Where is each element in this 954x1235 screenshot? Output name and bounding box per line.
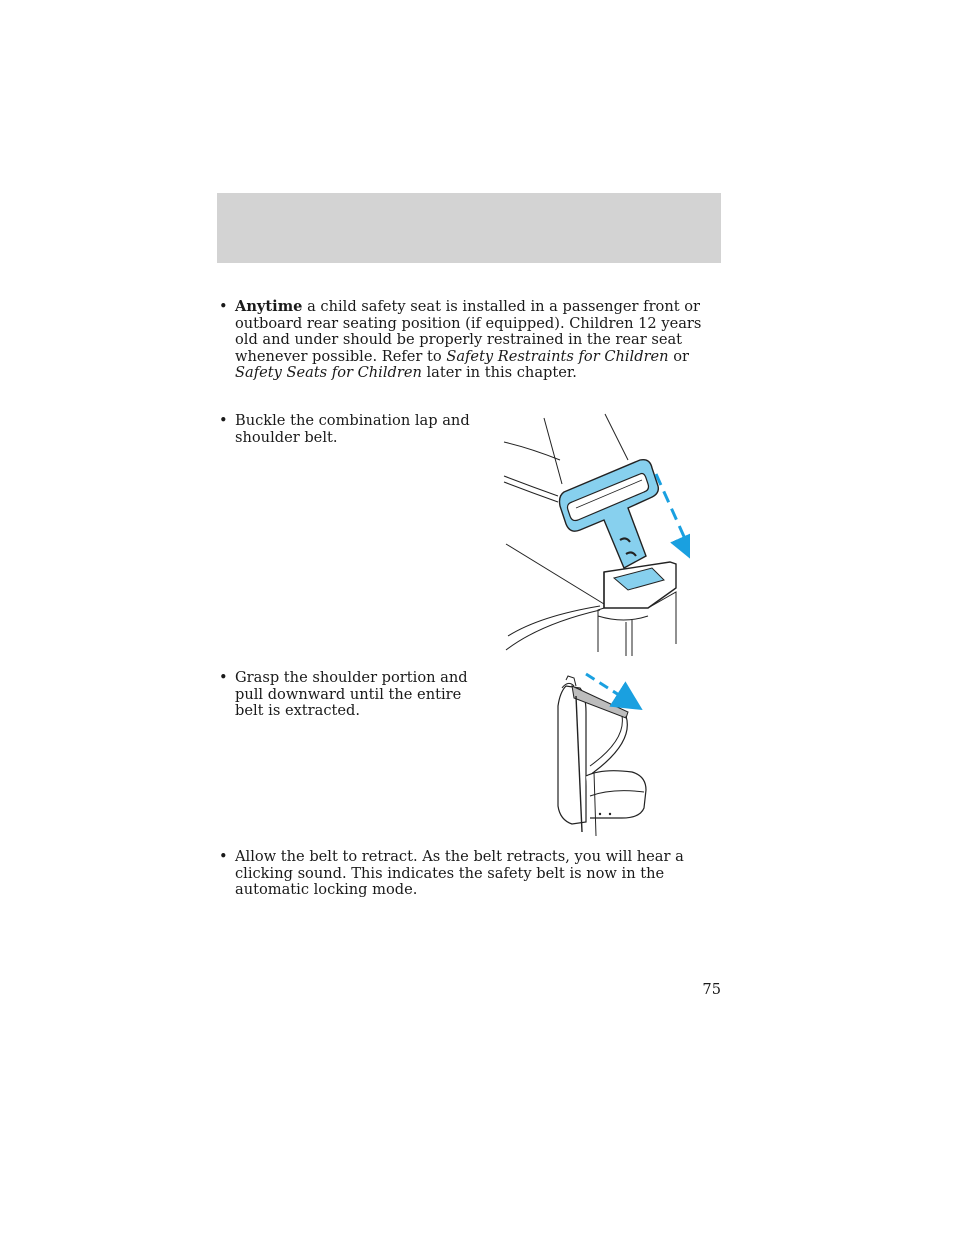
bullet-text: a child safety seat is installed in a passenger front or outboard rear seating position (if equipped). Children 12 years old and under should be properly restrained in the rear seat whenever possible. Refer to xyxy=(235,298,702,365)
bullet-anytime xyxy=(219,298,725,382)
bullet-allow-retract xyxy=(219,848,725,899)
ref-safety-restraints: Safety Restraints for Children xyxy=(446,347,669,365)
seatbelt-buckle-insert-illustration-icon xyxy=(500,412,690,658)
bullet-buckle xyxy=(219,412,475,446)
bullet-lead-bold: Anytime xyxy=(235,298,303,315)
page-number: 75 xyxy=(702,981,721,998)
ref-safety-seats: Safety Seats for Children xyxy=(235,364,422,381)
bullet-text: or xyxy=(668,347,689,365)
bullet-text: Grasp the shoulder portion and pull downward until the entire belt is extracted. xyxy=(235,669,468,719)
header-band xyxy=(217,193,721,263)
bullet-text: Allow the belt to retract. As the belt retracts, you will hear a clicking sound. This indicates the safety belt is now in the automatic locking mode. xyxy=(235,848,684,898)
bullet-dot: • xyxy=(219,298,228,315)
bullet-text: later in this chapter. xyxy=(421,364,577,381)
bullet-dot: • xyxy=(219,848,228,865)
seat-shoulder-belt-pull-illustration-icon xyxy=(552,672,656,838)
bullet-dot: • xyxy=(219,669,228,686)
bullet-grasp-shoulder xyxy=(219,669,475,720)
bullet-dot: • xyxy=(219,412,228,429)
bullet-text: Buckle the combination lap and shoulder belt. xyxy=(235,412,470,446)
